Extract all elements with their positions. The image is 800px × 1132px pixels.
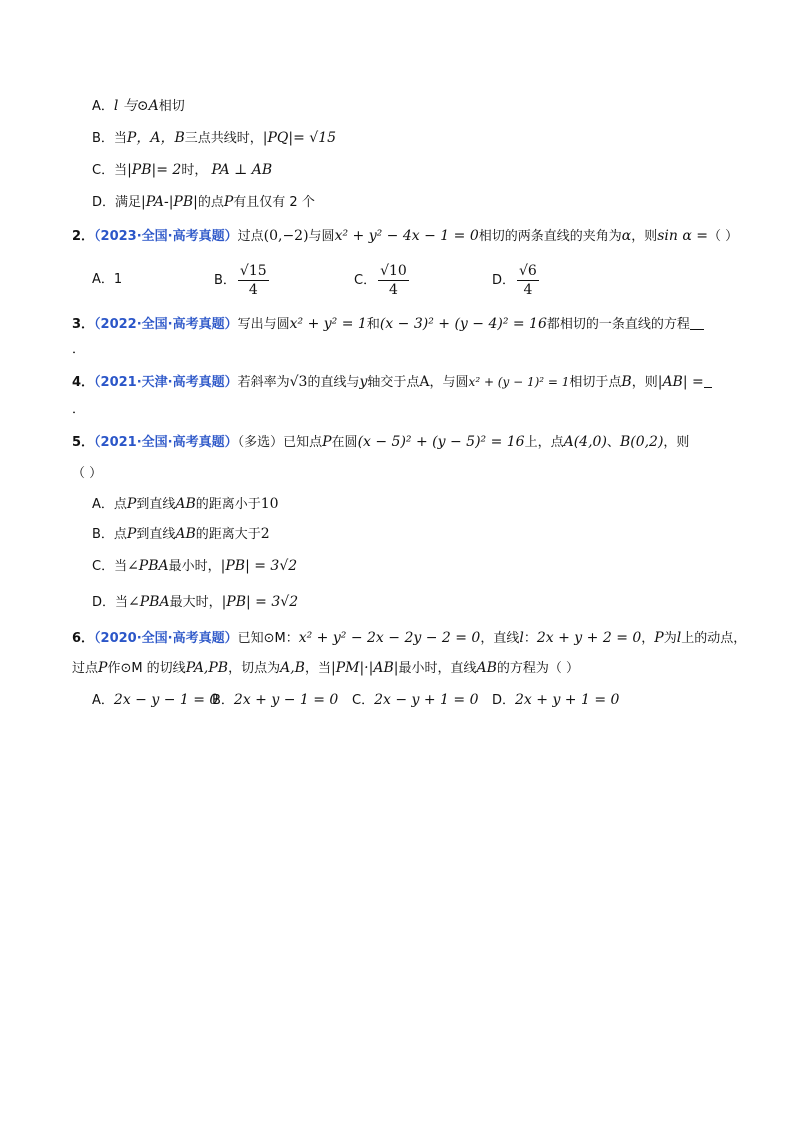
q4-stem: 4．（2021·天津·高考真题）若斜率为√3的直线与y轴交于点A，与圆x² + (y − 1)² = 1相切于点B，则|AB| = xyxy=(72,372,712,393)
q2-stem: 2．（2023·全国·高考真题）过点(0,−2)与圆x² + y² − 4x − 1 = 0相切的两条直线的夹角为α，则sin α =（ ） xyxy=(72,228,739,244)
q6-option-a: A．2x − y − 1 = 0 xyxy=(92,692,219,708)
q3-answer-blank xyxy=(690,315,704,330)
q5-option-d: D．当∠PBA最大时，|PB| = 3√2 xyxy=(92,594,299,610)
q5-option-c: C．当∠PBA最小时，|PB| = 3√2 xyxy=(92,558,298,574)
q6-source: （2020·全国·高考真题） xyxy=(94,631,238,646)
q1-option-d: D．满足|PA-|PB|的点P有且仅有 2 个 xyxy=(92,194,315,210)
q4-source: （2021·天津·高考真题） xyxy=(94,375,238,390)
q1-option-c: C．当|PB|= 2时， PA ⊥ AB xyxy=(92,162,273,178)
q2-option-d: D． $\frac{√6}{4}$ xyxy=(492,263,537,298)
q1-option-b: B．当P，A，B三点共线时，|PQ|= √15 xyxy=(92,130,337,146)
q1-option-a: A．l 与⊙A相切 xyxy=(92,98,185,114)
q3-stem: 3．（2022·全国·高考真题）写出与圆x² + y² = 1和(x − 3)² + (y − 4)² = 16都相切的一条直线的方程 xyxy=(72,314,704,335)
q6-option-d: D．2x + y + 1 = 0 xyxy=(492,692,620,708)
q6-option-b: B．2x + y − 1 = 0 xyxy=(212,692,339,708)
q6-stem-line1: 6．（2020·全国·高考真题）已知⊙M：x² + y² − 2x − 2y − 2 = 0，直线l：2x + y + 2 = 0，P为l上的动点， xyxy=(72,630,747,646)
q6-option-c: C．2x − y + 1 = 0 xyxy=(352,692,479,708)
q5-source: （2021·全国·高考真题） xyxy=(94,435,238,450)
q2-option-a: A．1 xyxy=(92,272,123,287)
q4-answer-blank xyxy=(704,373,712,388)
q5-paren: （ ） xyxy=(72,466,103,481)
q2-option-b: B． $\frac{√15}{4}$ xyxy=(214,263,267,298)
q4-end: ． xyxy=(72,402,86,417)
q3-end: ． xyxy=(72,342,86,357)
q2-option-c: C． $\frac{√10}{4}$ xyxy=(354,263,407,298)
q3-source: （2022·全国·高考真题） xyxy=(94,317,238,332)
q5-option-a: A．点P到直线AB的距离小于10 xyxy=(92,496,279,512)
q6-stem-line2: 过点P作⊙M 的切线PA,PB，切点为A,B，当|PM|·|AB|最小时，直线AB的方程为（ ） xyxy=(72,660,580,676)
q5-stem: 5．（2021·全国·高考真题）（多选）已知点P在圆(x − 5)² + (y − 5)² = 16上，点A(4,0)、B(0,2)，则 xyxy=(72,434,690,450)
q5-option-b: B．点P到直线AB的距离大于2 xyxy=(92,526,270,542)
q2-source: （2023·全国·高考真题） xyxy=(94,229,238,244)
